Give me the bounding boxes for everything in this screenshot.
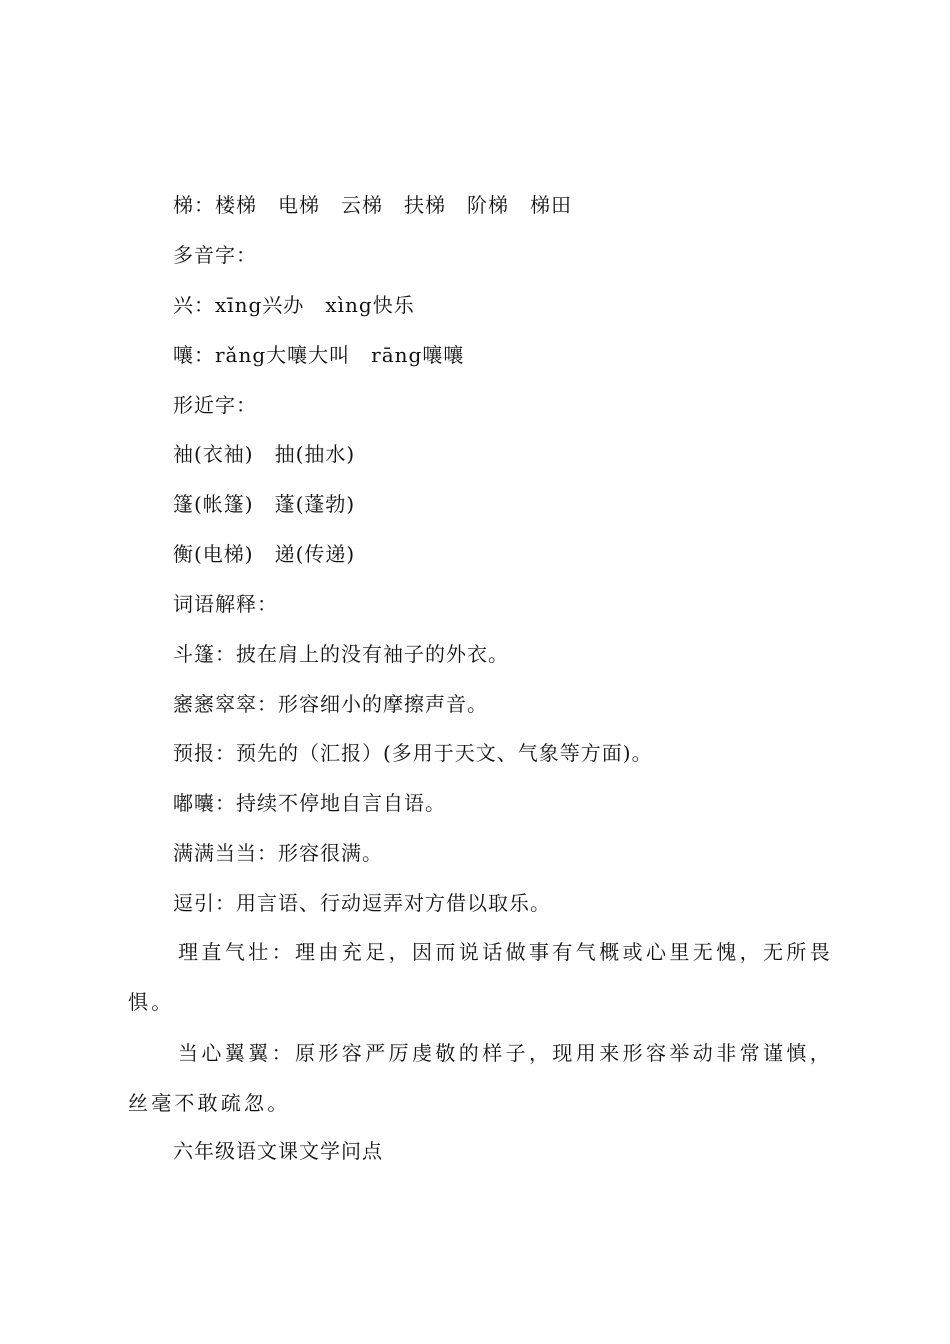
text-line-yubao: 预报：预先的（汇报）(多用于天文、气象等方面)。 — [173, 741, 653, 765]
paragraph-lizhiqizhuang: 理直气壮：理由充足，因而说话做事有气概或心里无愧，无所畏惧。 — [128, 940, 833, 1014]
text-line-polyphonic-heading: 多音字： — [173, 243, 257, 267]
paragraph-dangxinyiyi: 当心翼翼：原形容严厉虔敬的样子，现用来形容举动非常谨慎，丝毫不敢疏忽。 — [128, 1041, 833, 1115]
text-line-doupeng: 斗篷：披在肩上的没有袖子的外衣。 — [173, 642, 509, 666]
text-line-manman: 满满当当：形容很满。 — [173, 841, 383, 865]
text-line-vocab-heading: 词语解释： — [173, 592, 278, 616]
text-line-xing: 兴：xīng兴办 xìng快乐 — [173, 293, 415, 317]
text-line-ti: 梯：楼梯 电梯 云梯 扶梯 阶梯 梯田 — [173, 193, 572, 217]
text-line-similar-heading: 形近字： — [173, 393, 257, 417]
text-line-dunang: 嘟囔：持续不停地自言自语。 — [173, 791, 446, 815]
text-line-douyin: 逗引：用言语、行动逗弄对方借以取乐。 — [173, 891, 551, 915]
text-line-rang: 嚷：rǎng大嚷大叫 rāng嚷嚷 — [173, 343, 465, 367]
text-line-peng: 篷(帐篷) 蓬(蓬勃) — [173, 492, 356, 516]
section-title: 六年级语文课文学问点 — [173, 1139, 383, 1163]
text-line-xiu: 袖(衣袖) 抽(抽水) — [173, 442, 356, 466]
text-line-heng: 衡(电梯) 递(传递) — [173, 542, 356, 566]
text-line-xisu: 窸窸窣窣：形容细小的摩擦声音。 — [173, 692, 488, 716]
